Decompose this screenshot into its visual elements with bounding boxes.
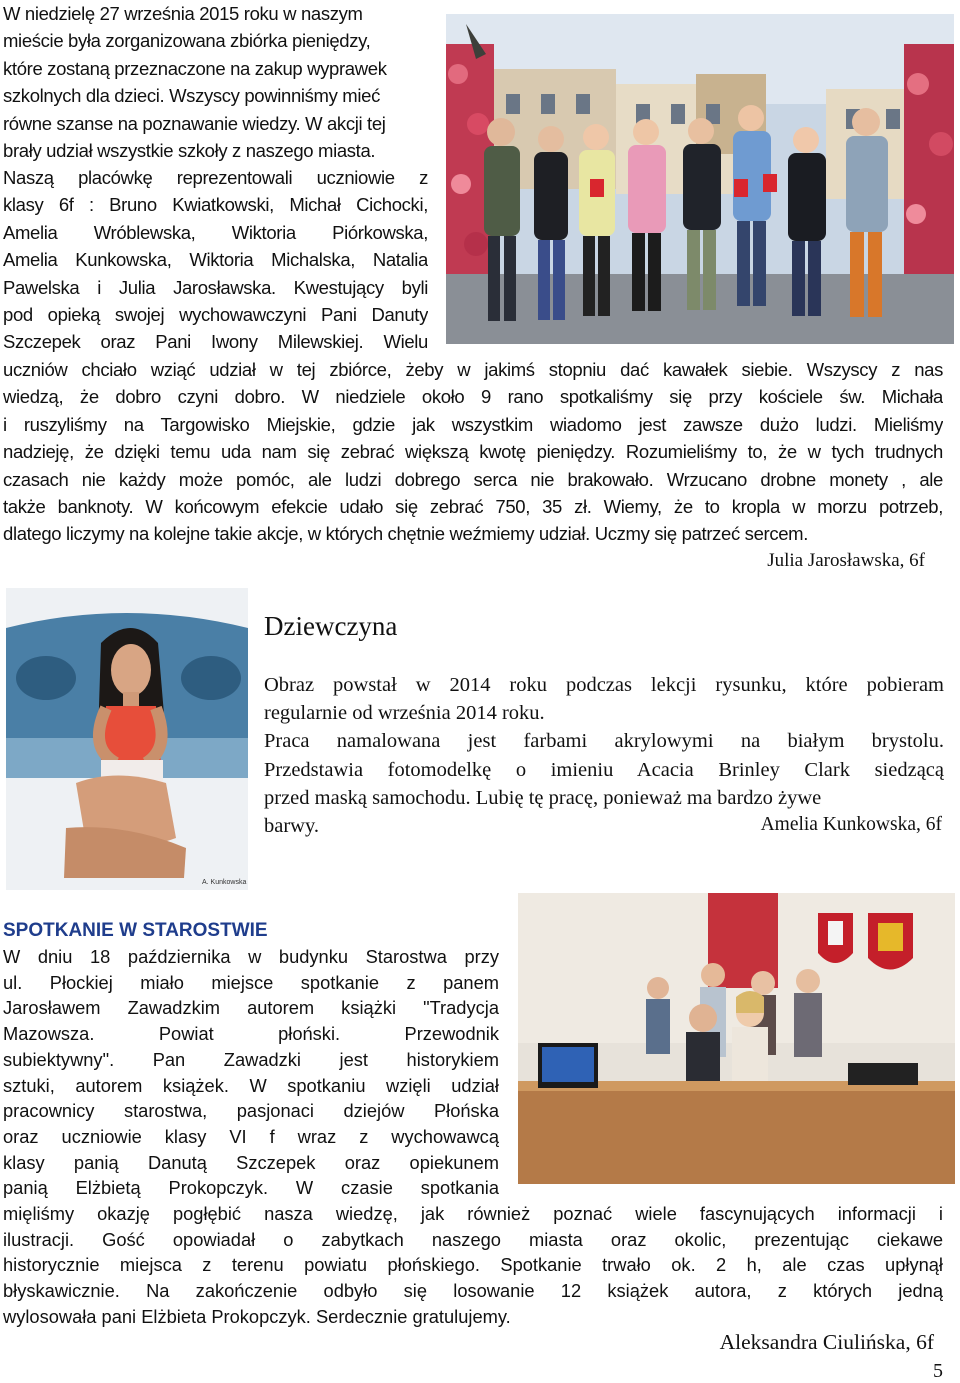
text-line: Mazowsza. Powiat płoński. Przewodnik [3,1023,499,1045]
article1-participants [3,164,428,356]
article3-author: Aleksandra Ciulińska, 6f [719,1330,934,1354]
text-line: błyskawicznie. Na zakończenie odbyło się losowanie 12 książek autora, z których jedną [3,1280,943,1302]
text-line: brały udział wszystkie szkoły z naszego miasta. [3,140,376,162]
text-line: Przedstawia fotomodelkę o imieniu Acacia Brinley Clark siedzącą [264,758,944,781]
text-line: uczniów chciało wziąć udział w tej zbiórce, żeby w jakimś stopniu dać kawałek siebie. Wszyscy z nas [3,359,943,380]
text-line: Jarosławem Zawadzkim autorem książki "Tradycja [3,997,499,1019]
text-line: mięliśmy okazję pogłębić nasza wiedzę, jak również poznać wiele fascynujących informacji i [3,1203,943,1224]
text-line: klasy 6f : Bruno Kwiatkowski, Michał Cichocki, [3,194,428,216]
text-line: Obraz powstał w 2014 roku podczas lekcji rysunku, które pobieram [264,674,944,696]
text-line: ul. Płockiej miało miejsce spotkanie z panem [3,971,499,993]
text-line: regularnie od września 2014 roku. [264,702,545,725]
text-line: pod opieką swojej wychowawczyni Pani Danuty [3,304,428,326]
photo-students-collection-image [446,14,954,344]
photo-meeting-starostwo-image [518,893,955,1184]
text-line: W dniu 18 października w budynku Starostwa przy [3,946,499,967]
text-line: przed maską samochodu. Lubię tę pracę, ponieważ ma bardzo żywe [264,786,822,809]
page-number: 5 [933,1360,943,1382]
text-line: wylosowała pani Elżbieta Prokopczyk. Serdecznie gratulujemy. [3,1305,511,1327]
text-line: klasy panią Danutą Szczepek oraz opiekunem [3,1151,499,1173]
text-line: nadzieję, że dzięki temu uda nam się zebrać większą kwotę pieniędzy. Rozumieliśmy to, że w tych trudnych [3,441,943,463]
article3-heading: SPOTKANIE W STAROSTWIE [3,920,268,941]
text-line: sztuki, autorem książek. W spotkaniu wzięli udział [3,1074,499,1096]
text-line: W niedzielę 27 września 2015 roku w naszym [3,3,363,24]
text-line: które zostaną przeznaczone na zakup wyprawek [3,57,387,79]
text-line: Amelia Kunkowska, Wiktoria Michalska, Natalia [3,249,428,271]
text-line: mieście była zorganizowana zbiórka pieniędzy, [3,30,371,52]
text-line: dlatego liczymy na kolejne takie akcje, w których chętnie weźmiemy udział. Uczmy się patrzeć sercem. [3,523,809,545]
text-line: i ruszyliśmy na Targowisko Miejskie, gdzie jak wszystkim wiadomo jest zawsze dużo ludzi. Mieliśmy [3,413,943,435]
photo-meeting-starostwo [518,893,955,1184]
article2-author: Amelia Kunkowska, 6f [760,814,942,835]
text-line: Amelia Wróblewska, Wiktoria Piórkowska, [3,221,428,243]
article1-intro [3,0,433,164]
text-line: historycznie miejsca z terenu powiatu płońskiego. Spotkanie trwało ok. 2 h, ale czas upłynął [3,1254,943,1276]
text-line: Praca namalowana jest farbami akrylowymi na białym brystolu. [264,730,944,753]
article3-body [3,1201,943,1330]
article2-title: Dziewczyna [264,611,398,641]
text-line: subiektywny". Pan Zawadzki jest historykiem [3,1048,499,1070]
painting-girl-image [6,588,248,890]
photo-students-collection [446,14,954,344]
text-line: szkolnych dla dzieci. Wszyscy powinniśmy mieć [3,85,380,107]
text-line: oraz uczniowie klasy VI f wraz z wychowawcą [3,1125,499,1147]
text-line: panią Elżbietą Prokopczyk. W czasie spotkania [3,1177,499,1199]
text-line: wiedzą, że dobro czyni dobro. W niedziele około 9 rano spotkaliśmy się przy kościele św. Michała [3,386,943,408]
article1-author: Julia Jarosławska, 6f [767,550,925,571]
painting-girl [6,588,248,890]
text-line: pracownicy starostwa, pasjonaci dziejów Płońska [3,1100,499,1122]
text-line: Pawelska i Julia Jarosławska. Kwestujący byli [3,276,428,298]
text-line: ilustracji. Gość opowiadał o zabytkach naszego miasta oraz okolic, prezentując ciekawe [3,1228,943,1250]
text-line: Naszą placówkę reprezentowali uczniowie z [3,167,428,188]
text-line: czasach nie każdy może pomóc, ale ludzi dobrego serca nie brakowało. Wrzucano drobne monety , ale [3,468,943,490]
text-line: także banknoty. W końcowym efekcie udało się zebrać 750, 35 zł. Wiemy, że to kropla w morzu potrzeb, [3,496,943,518]
article3-intro [3,944,499,1201]
article1-body [3,356,943,548]
text-line: Szczepek oraz Pani Iwony Milewskiej. Wielu [3,331,428,353]
painting-signature: A. Kunkowska [202,879,247,886]
text-line: równe szanse na poznawanie wiedzy. W akcji tej [3,112,386,134]
text-line: barwy. [264,815,320,838]
